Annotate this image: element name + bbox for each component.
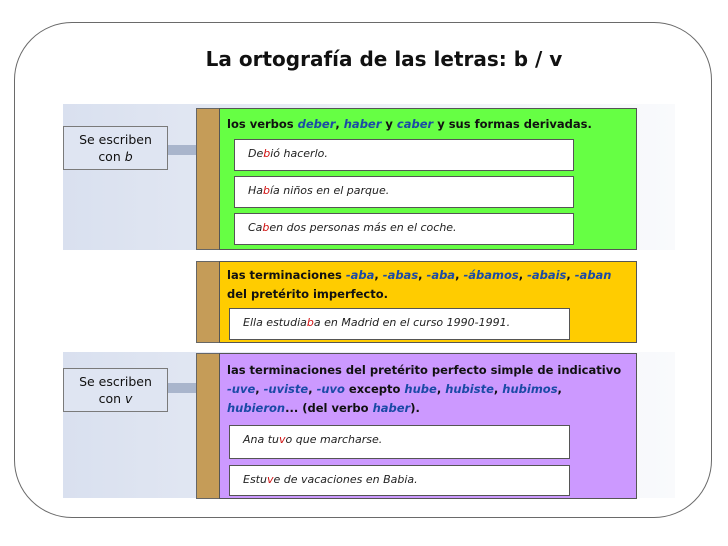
connector-v <box>168 383 198 393</box>
example-habia: Había niños en el parque. <box>234 176 574 208</box>
example-estudiaba: Ella estudiaba en Madrid en el curso 1990-1991. <box>229 308 570 340</box>
label-se-escriben-b: Se escriben con b <box>63 126 168 170</box>
connector-b <box>168 145 198 155</box>
example-estuve: Estuve de vacaciones en Babia. <box>229 465 570 496</box>
example-debio: Debió hacerlo. <box>234 139 574 171</box>
page-title: La ortografía de las letras: b / v <box>205 47 563 71</box>
tab-verbs <box>196 108 220 250</box>
panel-imperfect-text: las terminaciones -aba, -abas, -aba, -ábamos, -abais, -aban del pretérito imperfecto. <box>227 268 612 301</box>
example-caben: Caben dos personas más en el coche. <box>234 213 574 245</box>
panel-preterite-text: las terminaciones del pretérito perfecto simple de indicativo -uve, -uviste, -uvo excepto hube, hubiste, hubimos, hubieron... (del verbo haber). <box>227 363 622 415</box>
label-se-escriben-v: Se escriben con v <box>63 368 168 412</box>
tab-imperfect <box>196 261 220 343</box>
panel-verbs-text: los verbos deber, haber y caber y sus formas derivadas. <box>227 117 592 131</box>
example-tuvo: Ana tuvo que marcharse. <box>229 425 570 459</box>
tab-preterite <box>196 353 220 499</box>
